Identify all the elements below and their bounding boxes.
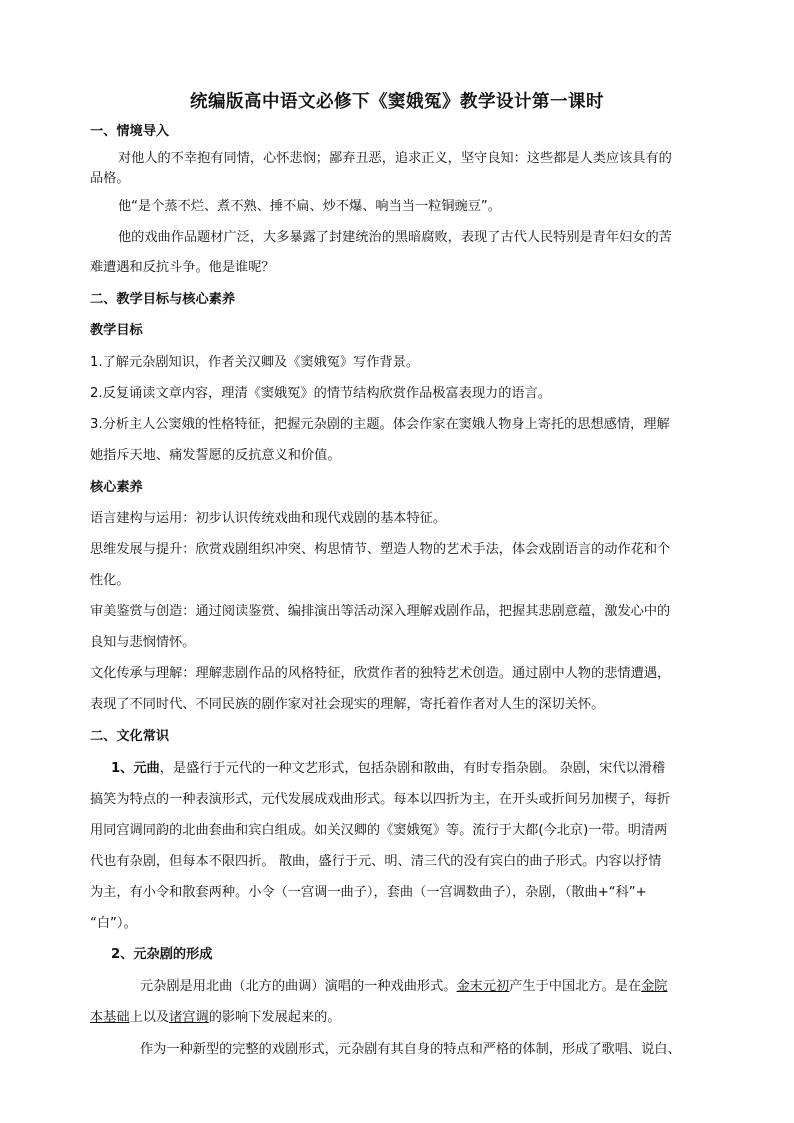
subheading-core-literacy: 核心素养 — [90, 480, 143, 495]
section-heading-intro: 一、情境导入 — [90, 124, 170, 139]
core-item-3-line-2: 良知与悲悯情怀。 — [90, 635, 196, 650]
core-item-2-line-1: 思维发展与提升：欣赏戏剧组织冲突、构思情节、塑造人物的艺术手法，体会戏剧语言的动作花和个 — [90, 542, 671, 557]
underlined-term: 金院 — [641, 979, 668, 994]
goal-item-1: 1.了解元杂剧知识，作者关汉卿及《窦娥冤》写作背景。 — [90, 355, 420, 370]
culture-item-2-paragraph-1-line-2 — [90, 1009, 341, 1027]
core-item-3-line-1: 审美鉴赏与创造：通过阅读鉴赏、编排演出等活动深入理解戏剧作品，把握其悲剧意蕴，激发心中的 — [90, 604, 671, 619]
text-span: 的影响下发展起来的。 — [208, 1010, 341, 1025]
subheading-teaching-goals: 教学目标 — [90, 323, 143, 338]
core-item-4-line-2: 表现了不同时代、不同民族的剧作家对社会现实的理解，寄托着作者对人生的深切关怀。 — [90, 697, 605, 712]
culture-item-1-text: ，是盛行于元代的一种文艺形式，包括杂剧和散曲，有时专指杂剧。 杂剧，宋代以滑稽 — [159, 761, 666, 776]
underlined-term: 金末元初 — [456, 979, 510, 994]
text-span: 产生于中国北方。是在 — [509, 979, 642, 994]
culture-item-2-paragraph-1-line-1 — [140, 978, 668, 996]
culture-item-1-line-6: “白”）。 — [90, 916, 137, 931]
text-span: 元杂剧是用北曲（北方的曲调）演唱的一种戏曲形式。 — [140, 979, 457, 994]
core-item-1: 语言建构与运用：初步认识传统戏曲和现代戏剧的基本特征。 — [90, 511, 447, 526]
page-title: 统编版高中语文必修下《窦娥冤》教学设计第一课时 — [190, 92, 604, 112]
intro-paragraph-3-line-1: 他的戏曲作品题材广泛，大多暴露了封建统治的黑暗腐败，表现了古代人民特别是青年妇女的苦 — [118, 230, 672, 245]
culture-item-1-line-1 — [111, 760, 665, 778]
underlined-term: 诸宫调 — [169, 1010, 209, 1025]
intro-paragraph-2: 他“是个蒸不烂、煮不熟、捶不扁、炒不爆、响当当一粒铜豌豆”。 — [118, 199, 501, 214]
text-span: 上以及 — [129, 1010, 170, 1025]
culture-item-2-label: 2、元杂剧的形成 — [111, 947, 213, 962]
culture-item-1-label: 1、元曲 — [111, 761, 160, 776]
section-heading-goals: 二、教学目标与核心素养 — [90, 292, 236, 307]
culture-item-1-line-2: 搞笑为特点的一种表演形式，元代发展成戏曲形式。每本以四折为主，在开头或折间另加楔子，每折 — [90, 792, 671, 807]
core-item-4-line-1: 文化传承与理解：理解悲剧作品的风格特征，欣赏作者的独特艺术创造。通过剧中人物的悲情遭遇， — [90, 666, 671, 681]
section-heading-culture: 二、文化常识 — [90, 729, 170, 744]
culture-item-1-line-3: 用同宫调同韵的北曲套曲和宾白组成。如关汉卿的《窦娥冤》等。流行于大都(今北京)一带。明清两 — [90, 823, 668, 838]
intro-paragraph-1-line-1: 对他人的不幸抱有同情，心怀悲悯；鄙弃丑恶，追求正义，坚守良知：这些都是人类应该具有的 — [118, 151, 672, 166]
culture-item-1-line-5: 为主，有小令和散套两种。小令（一宫调一曲子），套曲（一宫调数曲子），杂剧，（散曲+“科”+ — [90, 885, 647, 900]
culture-item-1-line-4: 代也有杂剧，但每本不限四折。 散曲，盛行于元、明、清三代的没有宾白的曲子形式。内容以抒情 — [90, 854, 662, 869]
intro-paragraph-3-line-2: 难遭遇和反抗斗争。他是谁呢？ — [90, 260, 275, 275]
intro-paragraph-1-line-2: 品格。 — [90, 171, 130, 186]
goal-item-3-line-1: 3.分析主人公窦娥的性格特征，把握元杂剧的主题。体会作家在窦娥人物身上寄托的思想感情，理解 — [90, 417, 670, 432]
goal-item-2: 2.反复诵读文章内容，理清《窦娥冤》的情节结构欣赏作品极富表现力的语言。 — [90, 386, 551, 401]
underlined-term: 本基础 — [90, 1010, 130, 1025]
core-item-2-line-2: 性化。 — [90, 573, 130, 588]
culture-item-2-paragraph-2-line-1: 作为一种新型的完整的戏剧形式，元杂剧有其自身的特点和严格的体制，形成了歌唱、说白、 — [140, 1042, 681, 1057]
goal-item-3-line-2: 她指斥天地、痛发誓愿的反抗意义和价值。 — [90, 448, 341, 463]
